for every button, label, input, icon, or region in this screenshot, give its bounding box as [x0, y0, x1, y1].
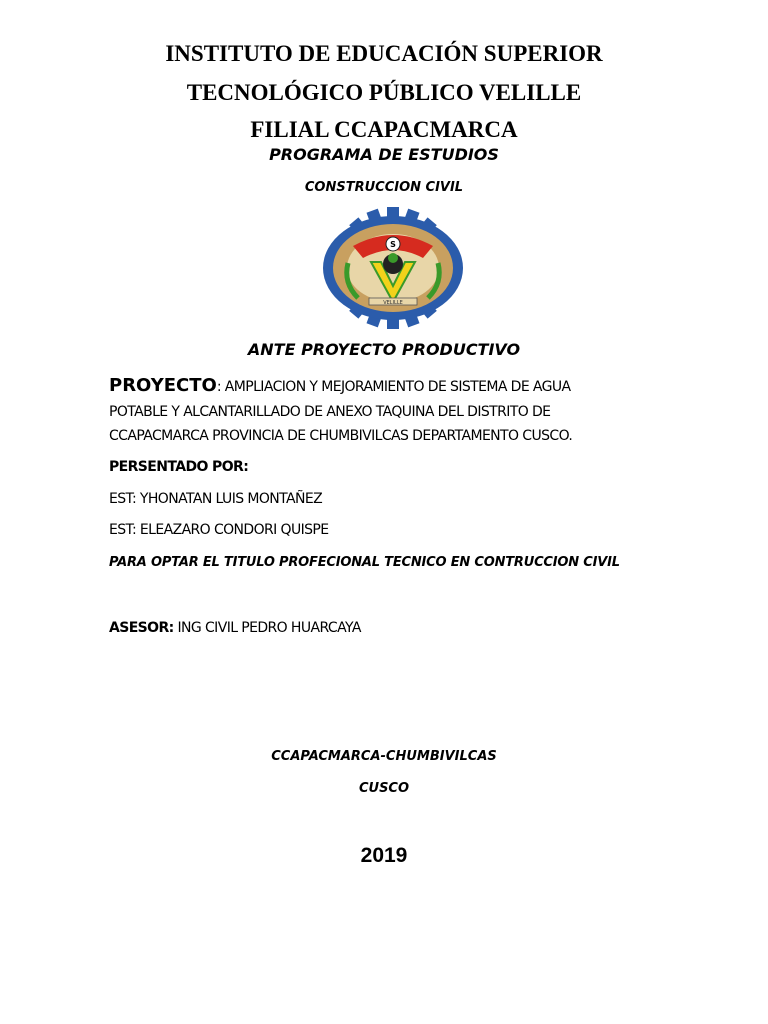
presented-by-label: PERSENTADO POR:	[109, 459, 249, 475]
student-2: EST: ELEAZARO CONDORI QUISPE	[109, 522, 329, 538]
header-institution-line-1: INSTITUTO DE EDUCACIÓN SUPERIOR	[165, 41, 603, 66]
advisor-name: ING CIVIL PEDRO HUARCAYA	[173, 620, 361, 636]
degree-text: PARA OPTAR EL TITULO PROFECIONAL TECNICO EN CONTRUCCION CIVIL	[109, 555, 620, 570]
project-line-1	[109, 375, 571, 396]
project-line-3: CCAPACMARCA PROVINCIA DE CHUMBIVILCAS DEPARTAMENTO CUSCO.	[109, 428, 573, 444]
project-text-1: : AMPLIACION Y MEJORAMIENTO DE SISTEMA DE AGUA	[216, 379, 571, 395]
advisor-label: ASESOR:	[109, 620, 174, 636]
project-label: PROYECTO	[109, 375, 217, 396]
header-institution-line-3: FILIAL CCAPACMARCA	[250, 117, 518, 142]
footer-region: CUSCO	[358, 781, 410, 796]
project-line-2: POTABLE Y ALCANTARILLADO DE ANEXO TAQUINA DEL DISTRITO DE	[109, 404, 551, 420]
advisor-line	[109, 620, 361, 636]
footer-place: CCAPACMARCA-CHUMBIVILCAS	[271, 749, 497, 764]
program-name: CONSTRUCCION CIVIL	[304, 180, 464, 195]
institution-gear-emblem-icon	[314, 207, 472, 329]
logo-banner-text: VELILLE	[383, 300, 403, 306]
logo-letter: S	[390, 240, 396, 249]
header-institution-line-2: TECNOLÓGICO PÚBLICO VELILLE	[186, 80, 582, 105]
student-1: EST: YHONATAN LUIS MONTAÑEZ	[109, 491, 323, 507]
program-label: PROGRAMA DE ESTUDIOS	[269, 145, 499, 164]
footer-year: 2019	[360, 844, 408, 867]
document-title: ANTE PROYECTO PRODUCTIVO	[247, 340, 521, 359]
